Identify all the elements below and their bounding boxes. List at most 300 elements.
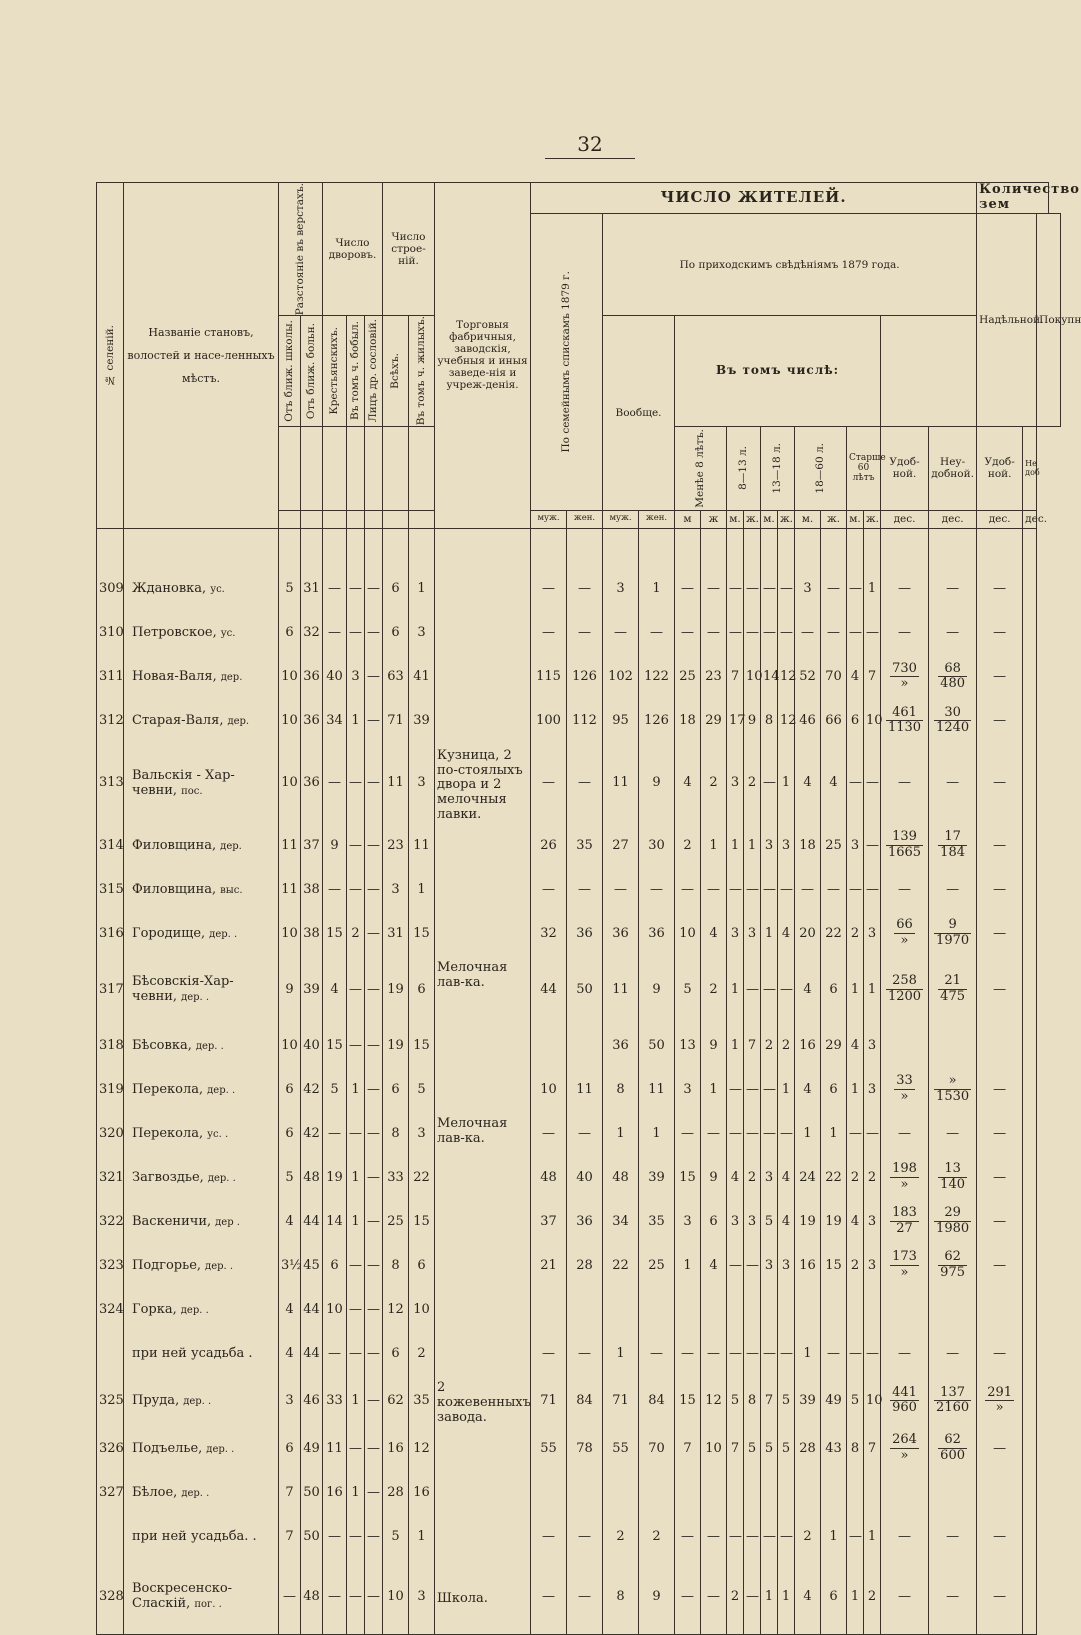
cell-dh: 40 [301, 1023, 323, 1067]
cell-a3m: — [761, 1514, 778, 1558]
cell-ba: 19 [383, 955, 409, 1023]
cell-pm: 55 [603, 1426, 639, 1470]
settlement-name: Горка, дер. . [124, 1287, 279, 1331]
header-including: Въ томъ числѣ: [675, 316, 881, 426]
cell-a2f: — [744, 867, 761, 911]
establishments-note [435, 1514, 531, 1558]
establishments-note [435, 1470, 531, 1514]
cell-pf: — [639, 1331, 675, 1375]
cell-ff: — [567, 867, 603, 911]
cell-a4m: 46 [795, 699, 821, 743]
cell-ds: 10 [279, 699, 301, 743]
land-cell-l1: $\frac{139}{1665}$ [881, 823, 929, 867]
cell-a4m: 3 [795, 567, 821, 611]
land-cell-cut [1023, 1558, 1037, 1635]
land-cell-l3: — [977, 1155, 1023, 1199]
cell-ds: 10 [279, 1023, 301, 1067]
land-cell-l3 [977, 1470, 1023, 1514]
cell-ds: 5 [279, 567, 301, 611]
cell-yp: 15 [323, 1023, 347, 1067]
cell-yp: — [323, 1331, 347, 1375]
cell-ds: 9 [279, 955, 301, 1023]
cell-yl: — [347, 1514, 365, 1558]
row-number: 316 [97, 911, 124, 955]
cell-a5m: 8 [847, 1426, 864, 1470]
cell-ds: 3 [279, 1375, 301, 1426]
cell-bl: 3 [409, 743, 435, 824]
cell-fm: 44 [531, 955, 567, 1023]
cell-a4f: — [821, 867, 847, 911]
row-number: 312 [97, 699, 124, 743]
land-cell-l2: $\frac{68}{480}$ [929, 655, 977, 699]
cell-a5f: — [864, 823, 881, 867]
cell-a3f: 1 [778, 1558, 795, 1635]
row-number [97, 1514, 124, 1558]
header-bl: Въ томъ ч. жилыхъ. [409, 316, 435, 426]
cell-a3m: — [761, 955, 778, 1023]
cell-ds: 6 [279, 611, 301, 655]
land-cell-cut [1023, 1331, 1037, 1375]
cell-bl: 16 [409, 1470, 435, 1514]
row-number: 321 [97, 1155, 124, 1199]
cell-a5f: 2 [864, 1155, 881, 1199]
row-number: 328 [97, 1558, 124, 1635]
row-number: 309 [97, 567, 124, 611]
cell-a1m: 3 [675, 1199, 701, 1243]
cell-a2f: — [744, 1331, 761, 1375]
table-body [97, 528, 1061, 1635]
cell-a1f: — [701, 1558, 727, 1635]
header-suitable2: Удоб-ной. [977, 426, 1023, 510]
settlement-name: при ней усадьба . [124, 1331, 279, 1375]
cell-a4f [821, 1470, 847, 1514]
row-number: 323 [97, 1243, 124, 1287]
cell-ds: 11 [279, 823, 301, 867]
cell-a3f: — [778, 955, 795, 1023]
cell-ba: 62 [383, 1375, 409, 1426]
cell-yo: — [365, 567, 383, 611]
row-number: 314 [97, 823, 124, 867]
cell-a5m: 4 [847, 655, 864, 699]
cell-a5m: — [847, 1514, 864, 1558]
cell-ds: 11 [279, 867, 301, 911]
cell-bl: 15 [409, 1199, 435, 1243]
table-row [97, 611, 1061, 655]
cell-a4m: 20 [795, 911, 821, 955]
header-purchased: Покупн [1037, 213, 1061, 426]
cell-ba: 6 [383, 1067, 409, 1111]
cell-fm [531, 1470, 567, 1514]
cell-yo: — [365, 1426, 383, 1470]
cell-pm: 36 [603, 1023, 639, 1067]
cell-yl: — [347, 867, 365, 911]
cell-a5f: — [864, 743, 881, 824]
land-cell-l3: — [977, 867, 1023, 911]
cell-a1m: 18 [675, 699, 701, 743]
cell-a2m: 5 [727, 1375, 744, 1426]
land-cell-l3: — [977, 1331, 1023, 1375]
cell-a1f: — [701, 567, 727, 611]
cell-pm: 8 [603, 1067, 639, 1111]
cell-pm: 48 [603, 1155, 639, 1199]
cell-a4m: 4 [795, 1558, 821, 1635]
row-number: 315 [97, 867, 124, 911]
cell-ff: 36 [567, 1199, 603, 1243]
cell-fm: — [531, 1111, 567, 1155]
cell-a4f: 6 [821, 1067, 847, 1111]
cell-fm: 71 [531, 1375, 567, 1426]
establishments-note [435, 1023, 531, 1067]
cell-yp: — [323, 1514, 347, 1558]
land-cell-l3: — [977, 955, 1023, 1023]
cell-a3m: 8 [761, 699, 778, 743]
land-cell-l1: $\frac{258}{1200}$ [881, 955, 929, 1023]
cell-bl: 1 [409, 1514, 435, 1558]
cell-yo: — [365, 1067, 383, 1111]
header-dh: Отъ ближ. больн. [301, 316, 323, 426]
cell-yp: 15 [323, 911, 347, 955]
cell-a3m: — [761, 611, 778, 655]
cell-ff [567, 1287, 603, 1331]
table-row [97, 911, 1061, 955]
land-cell-l2 [929, 1023, 977, 1067]
cell-a5f: 10 [864, 1375, 881, 1426]
cell-ba: 8 [383, 1111, 409, 1155]
cell-a2m: 3 [727, 911, 744, 955]
land-cell-l3: — [977, 743, 1023, 824]
cell-a1f: 29 [701, 699, 727, 743]
cell-a2f: — [744, 567, 761, 611]
cell-fm: — [531, 567, 567, 611]
land-cell-l1 [881, 1470, 929, 1514]
establishments-note: Мелочная лав-ка. [435, 1111, 531, 1155]
table-row [97, 1199, 1061, 1243]
settlement-name: Подъелье, дер. . [124, 1426, 279, 1470]
cell-a3f: 2 [778, 1023, 795, 1067]
cell-dh: 44 [301, 1331, 323, 1375]
land-cell-cut [1023, 867, 1037, 911]
cell-a2m: — [727, 1243, 744, 1287]
cell-a2f: 5 [744, 1426, 761, 1470]
cell-a3m: — [761, 1067, 778, 1111]
header-age-8-13: 8—13 л. [727, 426, 761, 510]
land-cell-cut [1023, 911, 1037, 955]
cell-a3m: 1 [761, 911, 778, 955]
land-cell-l1: $\frac{264}{»}$ [881, 1426, 929, 1470]
table-row [97, 1287, 1061, 1331]
cell-fm: — [531, 1558, 567, 1635]
cell-a3f: — [778, 611, 795, 655]
land-cell-cut [1023, 1111, 1037, 1155]
land-cell-l3: — [977, 699, 1023, 743]
settlement-kind: дер. . [205, 1260, 234, 1272]
row-number: 317 [97, 955, 124, 1023]
cell-fm: 48 [531, 1155, 567, 1199]
settlement-name: Городище, дер. . [124, 911, 279, 955]
statistics-table [96, 182, 1081, 1635]
cell-yl: — [347, 1331, 365, 1375]
cell-ds: 10 [279, 911, 301, 955]
cell-ba: 25 [383, 1199, 409, 1243]
cell-pf: 11 [639, 1067, 675, 1111]
land-cell-cut [1023, 743, 1037, 824]
land-cell-cut [1023, 1470, 1037, 1514]
cell-a2f: — [744, 1243, 761, 1287]
land-cell-l3: — [977, 1514, 1023, 1558]
cell-pm: 11 [603, 743, 639, 824]
cell-a3f: 4 [778, 911, 795, 955]
cell-a4f: — [821, 1331, 847, 1375]
cell-a5f: 7 [864, 655, 881, 699]
cell-ds: 6 [279, 1426, 301, 1470]
cell-ds: 7 [279, 1470, 301, 1514]
land-cell-cut [1023, 1514, 1037, 1558]
cell-dh: 45 [301, 1243, 323, 1287]
establishments-note [435, 1331, 531, 1375]
land-cell-l1: — [881, 1558, 929, 1635]
cell-a5f: 1 [864, 955, 881, 1023]
cell-a3f: 5 [778, 1375, 795, 1426]
cell-a1m: 1 [675, 1243, 701, 1287]
row-number: 311 [97, 655, 124, 699]
cell-a1f: 10 [701, 1426, 727, 1470]
cell-a1f: — [701, 867, 727, 911]
cell-a2f: — [744, 1067, 761, 1111]
cell-a3f: — [778, 567, 795, 611]
cell-ba: 63 [383, 655, 409, 699]
cell-yp: 19 [323, 1155, 347, 1199]
cell-pm: 95 [603, 699, 639, 743]
land-cell-l3: — [977, 655, 1023, 699]
cell-pf: 9 [639, 955, 675, 1023]
cell-a1f: 2 [701, 955, 727, 1023]
settlement-name: Перекола, дер. . [124, 1067, 279, 1111]
cell-a5m: 6 [847, 699, 864, 743]
cell-yp: 16 [323, 1470, 347, 1514]
row-number: 318 [97, 1023, 124, 1067]
settlement-kind: дер. . [207, 1172, 236, 1184]
cell-pf: 84 [639, 1375, 675, 1426]
cell-ds: 7 [279, 1514, 301, 1558]
cell-pf: 35 [639, 1199, 675, 1243]
row-number: 320 [97, 1111, 124, 1155]
cell-a4f: 6 [821, 1558, 847, 1635]
header-age-60: Старше 60 лѣтъ [847, 426, 881, 510]
cell-a1f: 1 [701, 823, 727, 867]
settlement-kind: дер. . [183, 1396, 212, 1408]
cell-bl: 39 [409, 699, 435, 743]
row-number: 313 [97, 743, 124, 824]
settlement-name: Загвоздье, дер. . [124, 1155, 279, 1199]
cell-pf: — [639, 611, 675, 655]
cell-a1f: 1 [701, 1067, 727, 1111]
establishments-note: Мелочная лав-ка. [435, 955, 531, 1023]
cell-dh: 36 [301, 699, 323, 743]
cell-yl: 1 [347, 1470, 365, 1514]
cell-a1f: 4 [701, 911, 727, 955]
cell-a2m: — [727, 611, 744, 655]
establishments-note [435, 1426, 531, 1470]
cell-yp: 40 [323, 655, 347, 699]
establishments-note [435, 1155, 531, 1199]
cell-a5m: 2 [847, 1243, 864, 1287]
cell-a1f [701, 1287, 727, 1331]
settlement-kind: дер. . [209, 928, 238, 940]
cell-ba: 5 [383, 1514, 409, 1558]
cell-a3f: 5 [778, 1426, 795, 1470]
cell-a4m [795, 1470, 821, 1514]
cell-a4f: 22 [821, 911, 847, 955]
cell-a2f: 8 [744, 1375, 761, 1426]
header-unsuitable: Неу-добной. [929, 426, 977, 510]
cell-pm [603, 1470, 639, 1514]
land-cell-l1: $\frac{183}{27}$ [881, 1199, 929, 1243]
cell-yo: — [365, 743, 383, 824]
header-yo: Лицъ др. сословій. [365, 316, 383, 426]
cell-a1m: 15 [675, 1375, 701, 1426]
row-number: 319 [97, 1067, 124, 1111]
cell-a3m: 2 [761, 1023, 778, 1067]
cell-a2f [744, 1287, 761, 1331]
cell-yl: 1 [347, 1155, 365, 1199]
page-number-rule [545, 158, 635, 159]
cell-bl: 5 [409, 1067, 435, 1111]
establishments-note [435, 867, 531, 911]
land-cell-cut [1023, 699, 1037, 743]
cell-a3f: 12 [778, 655, 795, 699]
table-row [97, 1067, 1061, 1111]
land-cell-l1: — [881, 611, 929, 655]
cell-ba: 6 [383, 1331, 409, 1375]
cell-ff: — [567, 1514, 603, 1558]
cell-dh: 44 [301, 1287, 323, 1331]
cell-a4f: 1 [821, 1514, 847, 1558]
land-cell-l3: $\frac{291}{»}$ [977, 1375, 1023, 1426]
land-cell-cut [1023, 1199, 1037, 1243]
cell-dh: 36 [301, 655, 323, 699]
cell-a1f [701, 1470, 727, 1514]
header-age-13-18: 13—18 л. [761, 426, 795, 510]
cell-yl: — [347, 1023, 365, 1067]
cell-yo: — [365, 611, 383, 655]
cell-a3m: — [761, 867, 778, 911]
header-name: Названіе становъ, волостей и насе-ленныхъ мѣстъ. [124, 183, 279, 529]
cell-a1m: — [675, 611, 701, 655]
land-cell-l1: — [881, 743, 929, 824]
cell-ba: 11 [383, 743, 409, 824]
settlement-kind: дер. . [181, 1487, 210, 1499]
settlement-name: Воскресенско- Сласкій, пог. . [124, 1558, 279, 1635]
cell-yo: — [365, 1287, 383, 1331]
land-cell-l1: — [881, 1111, 929, 1155]
cell-pf: 30 [639, 823, 675, 867]
establishments-note [435, 655, 531, 699]
cell-a1m: 15 [675, 1155, 701, 1199]
land-cell-cut [1023, 1243, 1037, 1287]
cell-a4f: 15 [821, 1243, 847, 1287]
cell-a4m: 19 [795, 1199, 821, 1243]
cell-a5f: — [864, 1331, 881, 1375]
cell-pm: 34 [603, 1199, 639, 1243]
settlement-name: Бѣсовскія-Хар- чевни, дер. . [124, 955, 279, 1023]
cell-a4m: 2 [795, 1514, 821, 1558]
settlement-kind: дер. . [207, 1084, 236, 1096]
settlement-kind: дер. . [180, 1304, 209, 1316]
cell-a4m: 24 [795, 1155, 821, 1199]
cell-yp: — [323, 1558, 347, 1635]
land-cell-l1: $\frac{66}{»}$ [881, 911, 929, 955]
land-cell-l3: — [977, 1558, 1023, 1635]
cell-ba: 6 [383, 567, 409, 611]
cell-yo: — [365, 1023, 383, 1067]
land-cell-l2: — [929, 743, 977, 824]
cell-yo: — [365, 1331, 383, 1375]
cell-a5m: — [847, 1111, 864, 1155]
cell-a3m: 1 [761, 1558, 778, 1635]
cell-a4f: 70 [821, 655, 847, 699]
cell-yl: — [347, 823, 365, 867]
cell-a5f: 7 [864, 1426, 881, 1470]
land-cell-cut [1023, 1155, 1037, 1199]
establishments-note [435, 699, 531, 743]
cell-yp: — [323, 611, 347, 655]
cell-yo: — [365, 1243, 383, 1287]
cell-ff [567, 1470, 603, 1514]
cell-ba: 23 [383, 823, 409, 867]
cell-a4m [795, 1287, 821, 1331]
cell-a5m: 2 [847, 911, 864, 955]
settlement-kind: выс. [220, 884, 243, 896]
table-row [97, 655, 1061, 699]
cell-a1f: 6 [701, 1199, 727, 1243]
cell-yp: 9 [323, 823, 347, 867]
cell-bl: 15 [409, 911, 435, 955]
cell-a3m: 14 [761, 655, 778, 699]
cell-a2m: 1 [727, 823, 744, 867]
table-row [97, 955, 1061, 1023]
cell-yl: 2 [347, 911, 365, 955]
cell-yo: — [365, 699, 383, 743]
cell-ff: 11 [567, 1067, 603, 1111]
cell-a4f: 4 [821, 743, 847, 824]
cell-a4f: 22 [821, 1155, 847, 1199]
establishments-note [435, 1199, 531, 1243]
cell-yl: 1 [347, 699, 365, 743]
header-in-general: Вообще. [603, 316, 675, 510]
cell-a4f: 66 [821, 699, 847, 743]
cell-a2m: 2 [727, 1558, 744, 1635]
cell-a1m: 25 [675, 655, 701, 699]
cell-a3m: — [761, 1331, 778, 1375]
cell-fm: — [531, 743, 567, 824]
table-row [97, 1331, 1061, 1375]
cell-a3f: — [778, 867, 795, 911]
cell-yl: — [347, 1243, 365, 1287]
cell-dh: 38 [301, 867, 323, 911]
cell-a5f: — [864, 1111, 881, 1155]
cell-fm: 55 [531, 1426, 567, 1470]
establishments-note [435, 1287, 531, 1331]
settlement-kind: дер. [227, 716, 250, 728]
cell-a5m: — [847, 1331, 864, 1375]
settlement-name: Старая-Валя, дер. [124, 699, 279, 743]
cell-yp: 10 [323, 1287, 347, 1331]
cell-a2m: — [727, 1067, 744, 1111]
land-cell-l3: — [977, 1111, 1023, 1155]
cell-ba: 6 [383, 611, 409, 655]
settlement-name: Васкеничи, дер . [124, 1199, 279, 1243]
table-header: № селеній. Названіе становъ, волостей и насе-ленныхъ мѣстъ. Разстояніе въ верстахъ. Число дворовъ. Число строе-ній. Торговыя фабричныя, заводскія, учебныя и иныя заведе-нія и учреж-денія. ЧИСЛО ЖИТЕЛЕЙ. Количество зем По семейнымъ спискамъ 1879 г. По приходскимъ свѣдѣніямъ 1879 года. Надѣльной. Покупн Отъ ближ. школы. Отъ ближ. больн. Крестьянскихъ. Въ томъ ч. бобыл. Лицъ др. сословій. Всѣхъ. Въ томъ ч. жилыхъ. Вообще. Въ томъ числѣ: Менѣе 8 лѣтъ. 8—13 л. 13—18 л. 18—60 л. Старше 60 лѣтъ Удоб-ной. Неу-добной. Удоб-ной. Не доб муж. жен. муж. жен. м ж м. ж. м. ж. м. ж. м. ж. дес. дес. дес. дес. [97, 183, 1061, 529]
